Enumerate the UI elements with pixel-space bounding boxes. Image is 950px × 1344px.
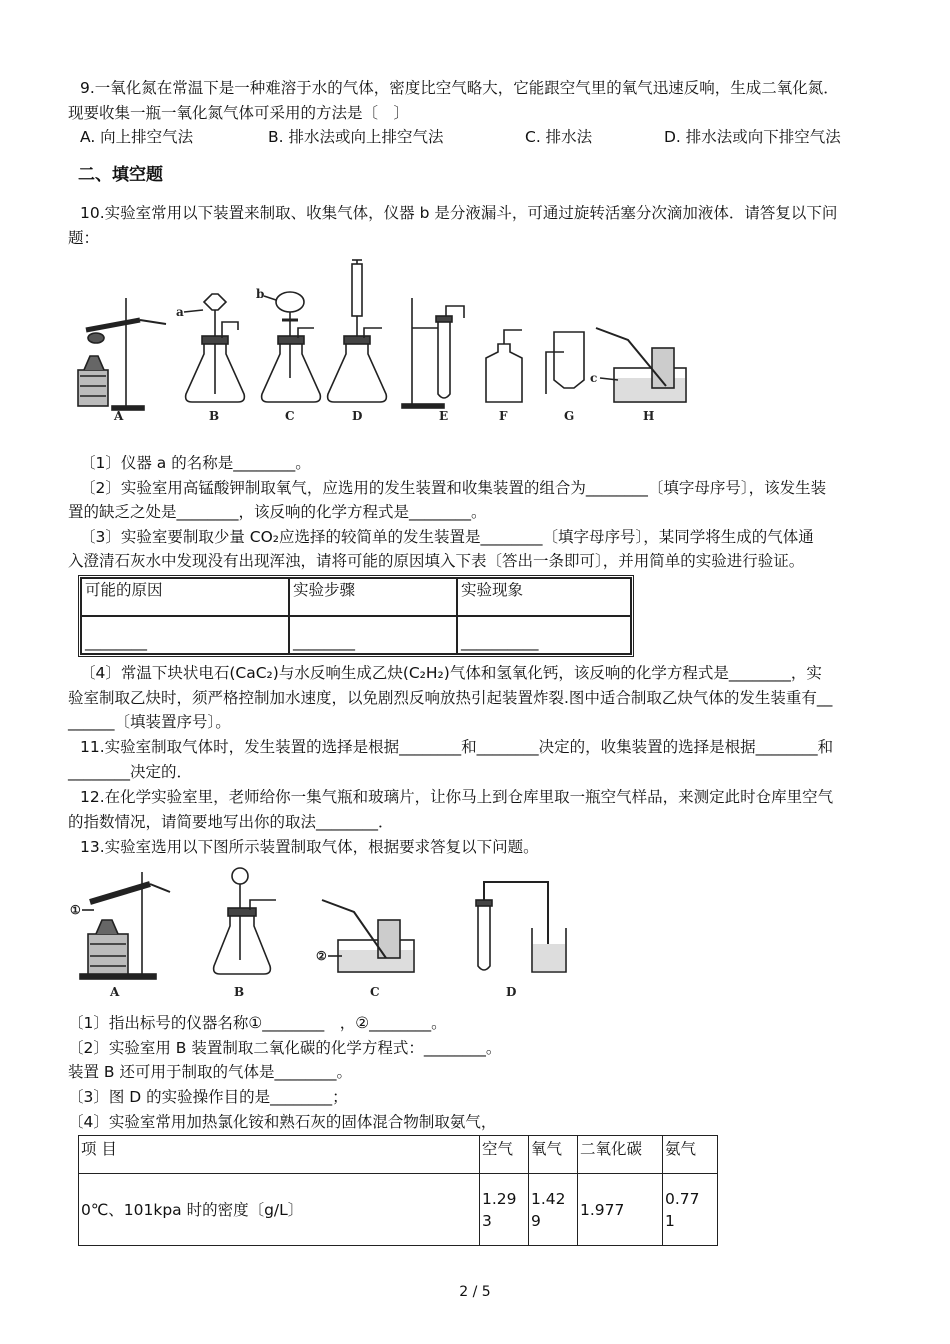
header-air: 空气 <box>480 1136 529 1174</box>
q10-part4-line1: 〔4〕常温下块状电石(CaC₂)与水反响生成乙炔(C₂H₂)气体和氢氧化钙，该反响的化学方程式是________，实 <box>80 664 822 682</box>
header-steps: 实验步骤 <box>289 578 457 616</box>
table-row <box>81 616 631 654</box>
density-row <box>79 1174 718 1246</box>
fig2-label-b: B <box>234 985 245 999</box>
q13-part1: 〔1〕指出标号的仪器名称①________ ，②________。 <box>68 1014 447 1032</box>
density-ammonia: 0.77 1 <box>663 1174 718 1246</box>
fig2-mark-2: ② <box>316 949 327 963</box>
q13-density-table <box>78 1135 718 1246</box>
fig1-mark-b: b <box>256 287 265 301</box>
q10-apparatus-figure <box>76 258 696 426</box>
q13-part2: 〔2〕实验室用 B 装置制取二氧化碳的化学方程式：________。 <box>68 1039 502 1057</box>
density-air: 1.29 3 <box>480 1174 529 1246</box>
fig2-label-d: D <box>506 985 517 999</box>
density-co2: 1.977 <box>578 1174 663 1246</box>
fig1-label-g: G <box>564 409 575 423</box>
apparatus-f <box>486 330 522 402</box>
fig2-label-c: C <box>370 985 380 999</box>
fig1-label-a: A <box>114 409 124 423</box>
q13-part2b: 装置 B 还可用于制取的气体是________。 <box>68 1063 352 1081</box>
apparatus-13b <box>214 868 276 974</box>
row-label: 0℃、101kpa 时的密度〔g/L〕 <box>79 1174 480 1246</box>
apparatus-13a <box>70 872 170 979</box>
page-number: 2 / 5 <box>459 1284 491 1300</box>
fig1-label-c: C <box>285 409 295 423</box>
q11-line1: 11.实验室制取气体时，发生装置的选择是根据________和________决定的，收集装置的选择是根据________和 <box>80 738 834 756</box>
density-header-row <box>79 1136 718 1174</box>
blank-phenomenon: __________ <box>457 616 631 654</box>
q10-part1: 〔1〕仪器 a 的名称是________。 <box>80 454 311 472</box>
header-reason: 可能的原因 <box>81 578 289 616</box>
fig2-label-a: A <box>110 985 120 999</box>
fig1-label-f: F <box>499 409 508 423</box>
q10-part3-line2: 入澄清石灰水中发现没有出现浑浊，请将可能的原因填入下表〔答出一条即可〕，并用简单的实验进行验证。 <box>68 552 805 570</box>
q10-line2: 题： <box>68 229 100 247</box>
apparatus-b <box>176 294 244 402</box>
q13-part4: 〔4〕实验室常用加热氯化铵和熟石灰的固体混合物制取氨气， <box>68 1113 497 1131</box>
blank-reason: ________ <box>81 616 289 654</box>
fig2-mark-1: ① <box>70 903 81 917</box>
q10-part2-line2: 置的缺乏之处是________，该反响的化学方程式是________。 <box>68 503 487 521</box>
header-co2: 二氧化碳 <box>578 1136 663 1174</box>
q10-part2-line1: 〔2〕实验室用高锰酸钾制取氧气，应选用的发生装置和收集装置的组合为________〔填字母序号〕，该发生装 <box>80 479 827 497</box>
apparatus-c <box>256 287 320 402</box>
q13-part3: 〔3〕图 D 的实验操作目的是________； <box>68 1088 348 1106</box>
q10-part3-line1: 〔3〕实验室要制取少量 CO₂应选择的较简单的发生装置是________〔填字母序号〕，某同学将生成的气体通 <box>80 528 814 546</box>
header-item: 项 目 <box>79 1136 480 1174</box>
header-oxygen: 氧气 <box>529 1136 578 1174</box>
apparatus-d <box>328 260 387 402</box>
section-heading: 二、填空题 <box>78 165 163 185</box>
q13-apparatus-figure <box>70 862 590 1004</box>
apparatus-a <box>78 298 166 410</box>
q13-line1: 13.实验室选用以下图所示装置制取气体，根据要求答复以下问题。 <box>80 838 539 856</box>
apparatus-13c <box>316 900 414 972</box>
q12-line1: 12.在化学实验室里，老师给你一集气瓶和玻璃片，让你马上到仓库里取一瓶空气样品，来测定此时仓库里空气 <box>80 788 834 806</box>
q10-answer-table <box>78 575 634 657</box>
fig1-label-b: B <box>209 409 220 423</box>
q9-line2: 现要收集一瓶一氧化氮气体可采用的方法是〔 〕 <box>68 104 410 122</box>
q9-option-d: D. 排水法或向下排空气法 <box>664 128 841 146</box>
q12-line2: 的指数情况，请简要地写出你的取法________． <box>68 813 394 831</box>
table-header-row <box>81 578 631 616</box>
fig1-mark-c: c <box>590 371 598 385</box>
apparatus-g <box>546 332 584 394</box>
blank-steps: ________ <box>289 616 457 654</box>
q11-line2: ________决定的． <box>68 763 193 781</box>
fig1-mark-a: a <box>176 305 184 319</box>
fig1-label-e: E <box>439 409 449 423</box>
q10-part4-line3: ______〔填装置序号〕。 <box>68 713 231 731</box>
q9-option-b: B. 排水法或向上排空气法 <box>268 128 444 146</box>
header-ammonia: 氨气 <box>663 1136 718 1174</box>
q9-option-a: A. 向上排空气法 <box>80 128 194 146</box>
density-oxygen: 1.42 9 <box>529 1174 578 1246</box>
fig1-label-d: D <box>352 409 363 423</box>
apparatus-e <box>402 298 464 408</box>
apparatus-h <box>590 328 686 402</box>
fig1-label-h: H <box>643 409 655 423</box>
q10-part4-line2: 验室制取乙炔时，须严格控制加水速度，以免剧烈反响放热引起装置炸裂.图中适合制取乙炔气体的发生装重有__ <box>68 689 833 707</box>
apparatus-13d <box>476 882 566 972</box>
header-phenomenon: 实验现象 <box>457 578 631 616</box>
q9-option-c: C. 排水法 <box>525 128 593 146</box>
q9-line1: 9.一氧化氮在常温下是一种难溶于水的气体，密度比空气略大，它能跟空气里的氧气迅速反响，生成二氧化氮． <box>80 79 839 97</box>
q10-line1: 10.实验室常用以下装置来制取、收集气体，仪器 b 是分液漏斗，可通过旋转活塞分次滴加液体．请答复以下问 <box>80 204 838 222</box>
